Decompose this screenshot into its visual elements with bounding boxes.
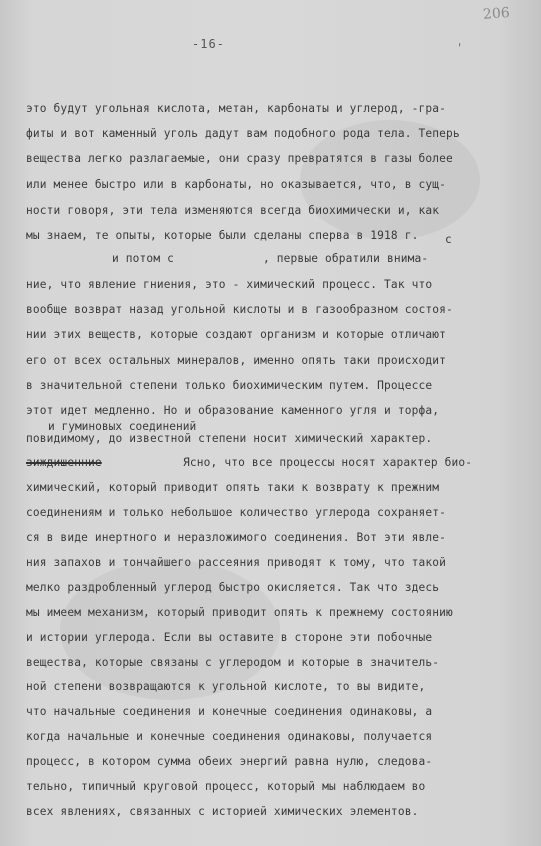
text-line: его от всех остальных минералов, именно опять таки происходит (26, 354, 447, 367)
text-line: или менее быстро или в карбонаты, но оказывается, что, в сущ- (26, 178, 447, 191)
text-line: ности говоря, эти тела изменяются всегда биохимически и, как (26, 204, 440, 217)
text-line: фиты и вот каменный уголь дадут вам подобного рода тела. Теперь (26, 127, 460, 140)
text-line: ся в виде инертного и неразложимого соединения. Вот эти явле- (26, 531, 447, 544)
text-line: процесс, в котором сумма обеих энергий равна нулю, следова- (26, 755, 433, 768)
text-fragment: с (445, 233, 452, 246)
text-line: химический, который приводит опять таки к возврату к прежним (26, 481, 440, 494)
text-line-gap-prefix: и потом с (112, 252, 174, 265)
text-line: ной степени возвращаются к угольной кислоте, то вы видите, (26, 680, 426, 693)
text-line: соединениям и только небольшое количество углерода сохраняет- (26, 506, 447, 519)
text-line: тельно, типичный круговой процесс, который мы наблюдаем во (26, 780, 426, 793)
text-line: вообще возврат назад угольной кислоты и в газообразном состоя- (26, 303, 453, 316)
text-line: нии этих веществ, которые создают организм и которые отличают (26, 328, 447, 341)
text-line: это будут угольная кислота, метан, карбонаты и углерод, -гра- (26, 102, 447, 115)
text-line: ние, что явление гниения, это - химический процесс. Так что (26, 278, 433, 291)
text-line: когда начальные и конечные соединения одинаковы, получается (26, 730, 433, 743)
page-number: -16- (192, 37, 225, 51)
text-line: вещества, которые связаны с углеродом и которые в значитель- (26, 656, 440, 669)
text-line: Ясно, что все процессы носят характер био- (183, 456, 473, 469)
text-line: этот идет медленно. Но и образование каменного угля и торфа, (26, 404, 440, 417)
corner-mark: ' (456, 41, 464, 55)
handwritten-insertion: и гуминовых соединений (48, 420, 197, 433)
text-line: повидимому, до известной степени носит химический характер. (26, 432, 433, 445)
text-line: что начальные соединения и конечные соединения одинаковы, а (26, 705, 433, 718)
text-line-gap-suffix: , первые обратили внима- (263, 252, 429, 265)
text-line: всех явлениях, связанных с историей химических элементов. (26, 805, 419, 818)
archive-number: 206 (482, 5, 511, 23)
text-line: вещества легко разлагаемые, они сразу превратятся в газы более (26, 152, 453, 165)
crossed-out-word: зиждишенние (26, 456, 102, 469)
text-line: ния запахов и тончайшего рассеяния приводят к тому, что такой (26, 556, 447, 569)
text-line: мы имеем механизм, который приводит опять к прежнему состоянию (26, 606, 453, 619)
text-line: мы знаем, те опыты, которые были сделаны сперва в 1918 г. (26, 229, 419, 242)
text-line: и истории углерода. Если вы оставите в стороне эти побочные (26, 631, 433, 644)
text-line: мелко раздробленный углерод быстро окисляется. Так что здесь (26, 581, 440, 594)
text-line: в значительной степени только биохимическим путем. Процессе (26, 379, 433, 392)
